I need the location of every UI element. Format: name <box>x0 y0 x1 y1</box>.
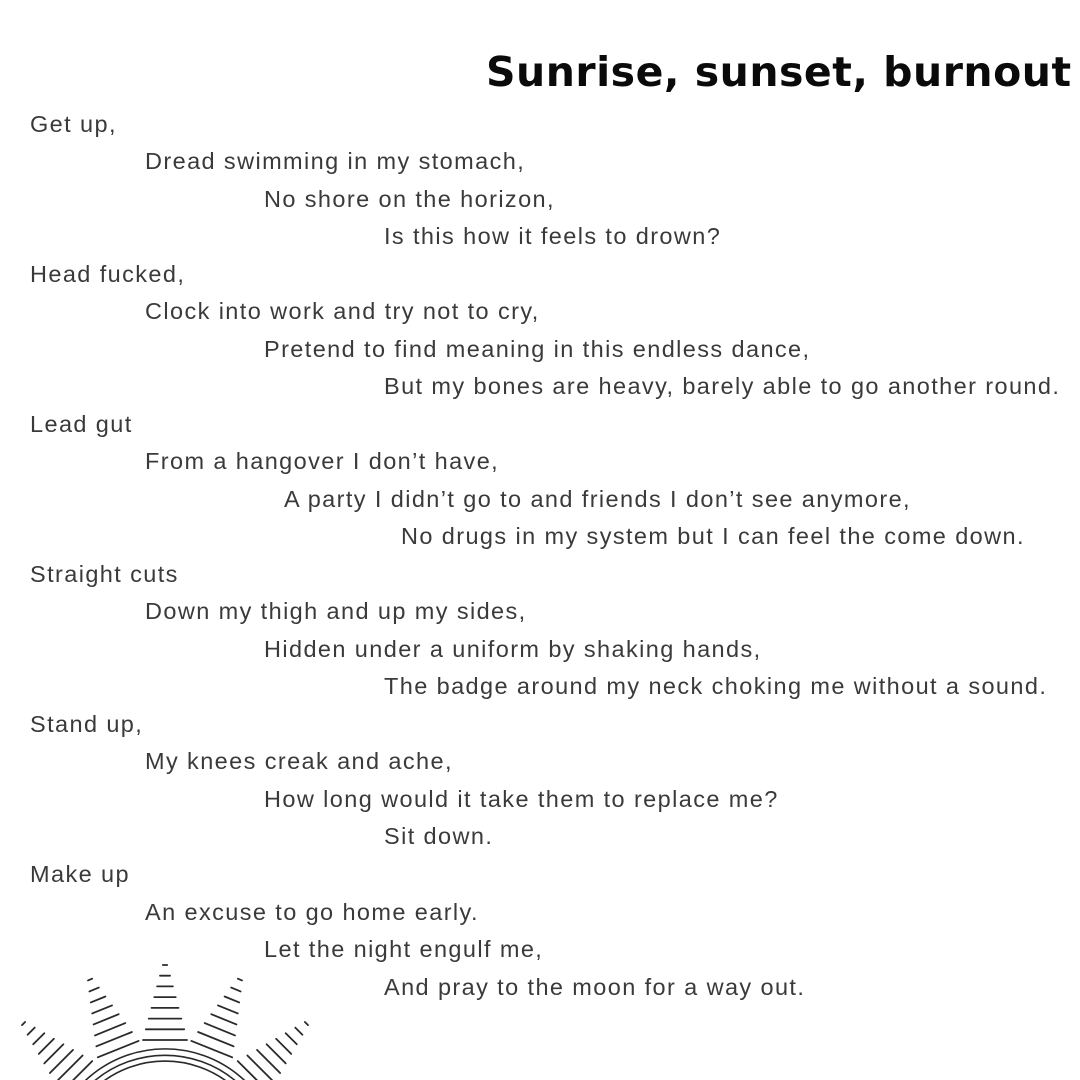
poem-line: Is this how it feels to drown? <box>384 223 722 249</box>
poem-line: The badge around my neck choking me without a sound. <box>384 673 1048 699</box>
sun-ray-stroke <box>238 1061 269 1080</box>
poem-line: How long would it take them to replace me? <box>264 786 779 812</box>
sun-ray-stroke <box>305 1022 308 1025</box>
sun-ray-stroke <box>44 1044 63 1063</box>
sun-ray-stroke <box>267 1044 286 1063</box>
poem-line: From a hangover I don’t have, <box>145 448 500 474</box>
poem-line: Straight cuts <box>30 561 179 587</box>
poem-line: Clock into work and try not to cry, <box>145 298 540 324</box>
sun-ray-stroke <box>276 1039 291 1054</box>
poem-line: A party I didn’t go to and friends I don’t see anymore, <box>284 486 911 512</box>
poem-line: Hidden under a uniform by shaking hands, <box>264 636 762 662</box>
poem-line: Stand up, <box>30 711 144 737</box>
sun-ray-stroke <box>89 988 98 992</box>
sun-ray-stroke <box>247 1056 274 1080</box>
sun-ray-stroke <box>22 1022 25 1025</box>
sun-ray-stroke <box>225 997 240 1003</box>
sun-ray-stroke <box>61 1061 92 1080</box>
poem-line: Head fucked, <box>30 261 186 287</box>
sun-ray-stroke <box>211 1014 236 1024</box>
poem-line: Let the night engulf me, <box>264 936 544 962</box>
poem-line: But my bones are heavy, barely able to go another round. <box>384 373 1061 399</box>
sun-ray-stroke <box>91 997 106 1003</box>
poem-line: And pray to the moon for a way out. <box>384 974 806 1000</box>
sun-ray-stroke <box>28 1028 35 1035</box>
poem-line: Sit down. <box>384 823 494 849</box>
poem-title: Sunrise, sunset, burnout <box>486 48 1072 96</box>
sun-ray-stroke <box>94 1014 119 1024</box>
poem-line: Pretend to find meaning in this endless dance, <box>264 336 811 362</box>
sun-ray-stroke <box>96 1032 131 1046</box>
sun-ray-stroke <box>56 1056 83 1080</box>
poem-line: No drugs in my system but I can feel the come down. <box>401 523 1025 549</box>
sun-ray-stroke <box>198 1032 234 1046</box>
sun-ray-stroke <box>286 1033 297 1044</box>
sun-ray-stroke <box>92 1005 112 1013</box>
sun-ray-stroke <box>218 1005 238 1013</box>
sun-ray-stroke <box>205 1023 235 1035</box>
sun-arc <box>50 1049 279 1080</box>
poem-line: Get up, <box>30 111 117 137</box>
sun-ray-stroke <box>39 1039 54 1054</box>
sun-ray-stroke <box>231 988 240 992</box>
sun-ray-stroke <box>88 979 92 981</box>
poem-line: My knees creak and ache, <box>145 748 453 774</box>
poem-line: No shore on the horizon, <box>264 186 555 212</box>
poem-line: Lead gut <box>30 411 133 437</box>
sun-ray-stroke <box>238 979 242 981</box>
sun-ray-stroke <box>33 1033 44 1044</box>
sun-icon <box>0 920 360 1080</box>
poem-line: Dread swimming in my stomach, <box>145 148 526 174</box>
sun-ray-stroke <box>295 1028 302 1035</box>
sun-ray-stroke <box>95 1023 125 1035</box>
sun-arc <box>62 1061 267 1080</box>
poem-line: Down my thigh and up my sides, <box>145 598 527 624</box>
poem-line: Make up <box>30 861 130 887</box>
poem-line: An excuse to go home early. <box>145 899 479 925</box>
